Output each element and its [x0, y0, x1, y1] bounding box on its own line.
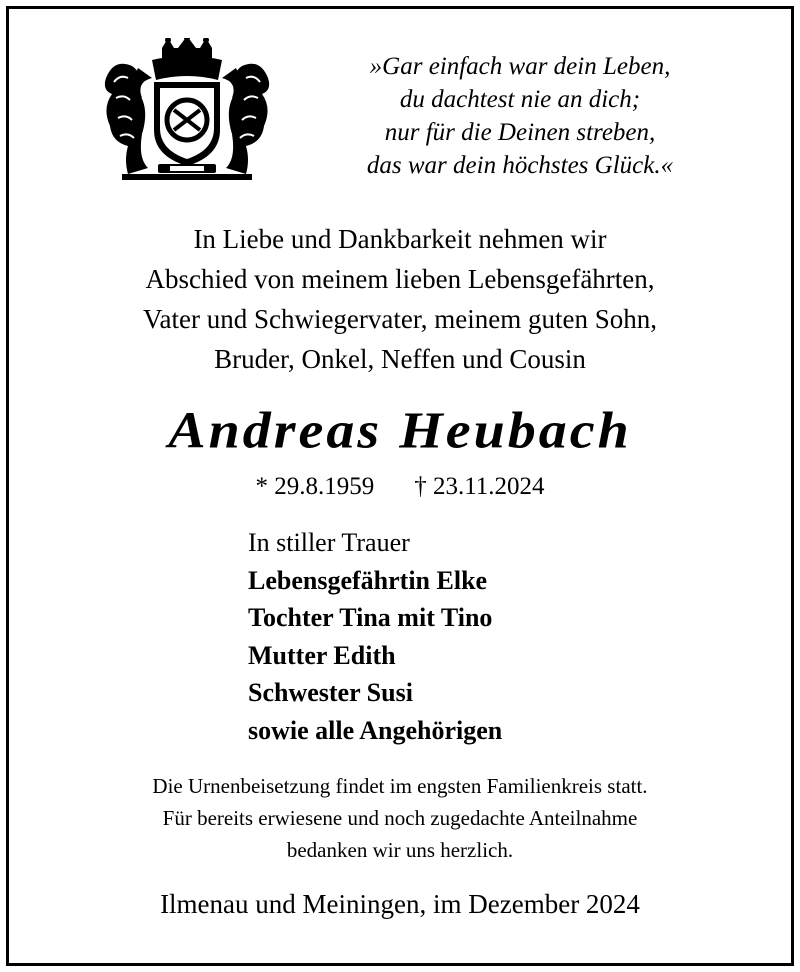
birth-date: * 29.8.1959: [255, 473, 375, 500]
place-and-date: Ilmenau und Meiningen, im Dezember 2024: [160, 889, 640, 919]
quote-line: das war dein höchstes Glück.«: [366, 152, 674, 179]
mourner-name: Lebensgefährtin Elke: [248, 565, 488, 595]
mourner-name: sowie alle Angehörigen: [248, 715, 503, 745]
funeral-notice: [0, 770, 800, 866]
coat-of-arms-icon: [98, 38, 276, 184]
intro-line: Vater und Schwiegervater, meinem guten Sohn,: [142, 304, 658, 334]
deceased-name: Andreas Heubach: [168, 402, 632, 460]
epitaph-quote: [300, 50, 740, 182]
intro-line: Bruder, Onkel, Neffen und Cousin: [214, 344, 586, 374]
notice-line: Für bereits erwiesene und noch zugedachte Anteilnahme: [162, 806, 638, 830]
quote-line: nur für die Deinen streben,: [384, 119, 656, 146]
life-dates: [0, 470, 800, 504]
intro-line: Abschied von meinem lieben Lebensgefährten,: [145, 264, 655, 294]
mourners-list: [248, 524, 502, 749]
intro-line: In Liebe und Dankbarkeit nehmen wir: [193, 224, 607, 254]
mourning-lead: In stiller Trauer: [248, 528, 410, 557]
quote-line: »Gar einfach war dein Leben,: [369, 53, 671, 80]
mourner-name: Schwester Susi: [248, 678, 413, 707]
quote-line: du dachtest nie an dich;: [399, 86, 641, 113]
mourner-name: Tochter Tina mit Tino: [248, 603, 493, 632]
notice-line: bedanken wir uns herzlich.: [286, 838, 514, 862]
death-date: † 23.11.2024: [414, 473, 545, 500]
mourner-name: Mutter Edith: [248, 640, 396, 670]
notice-line: Die Urnenbeisetzung findet im engsten Familienkreis statt.: [152, 774, 648, 798]
farewell-text: [0, 219, 800, 379]
